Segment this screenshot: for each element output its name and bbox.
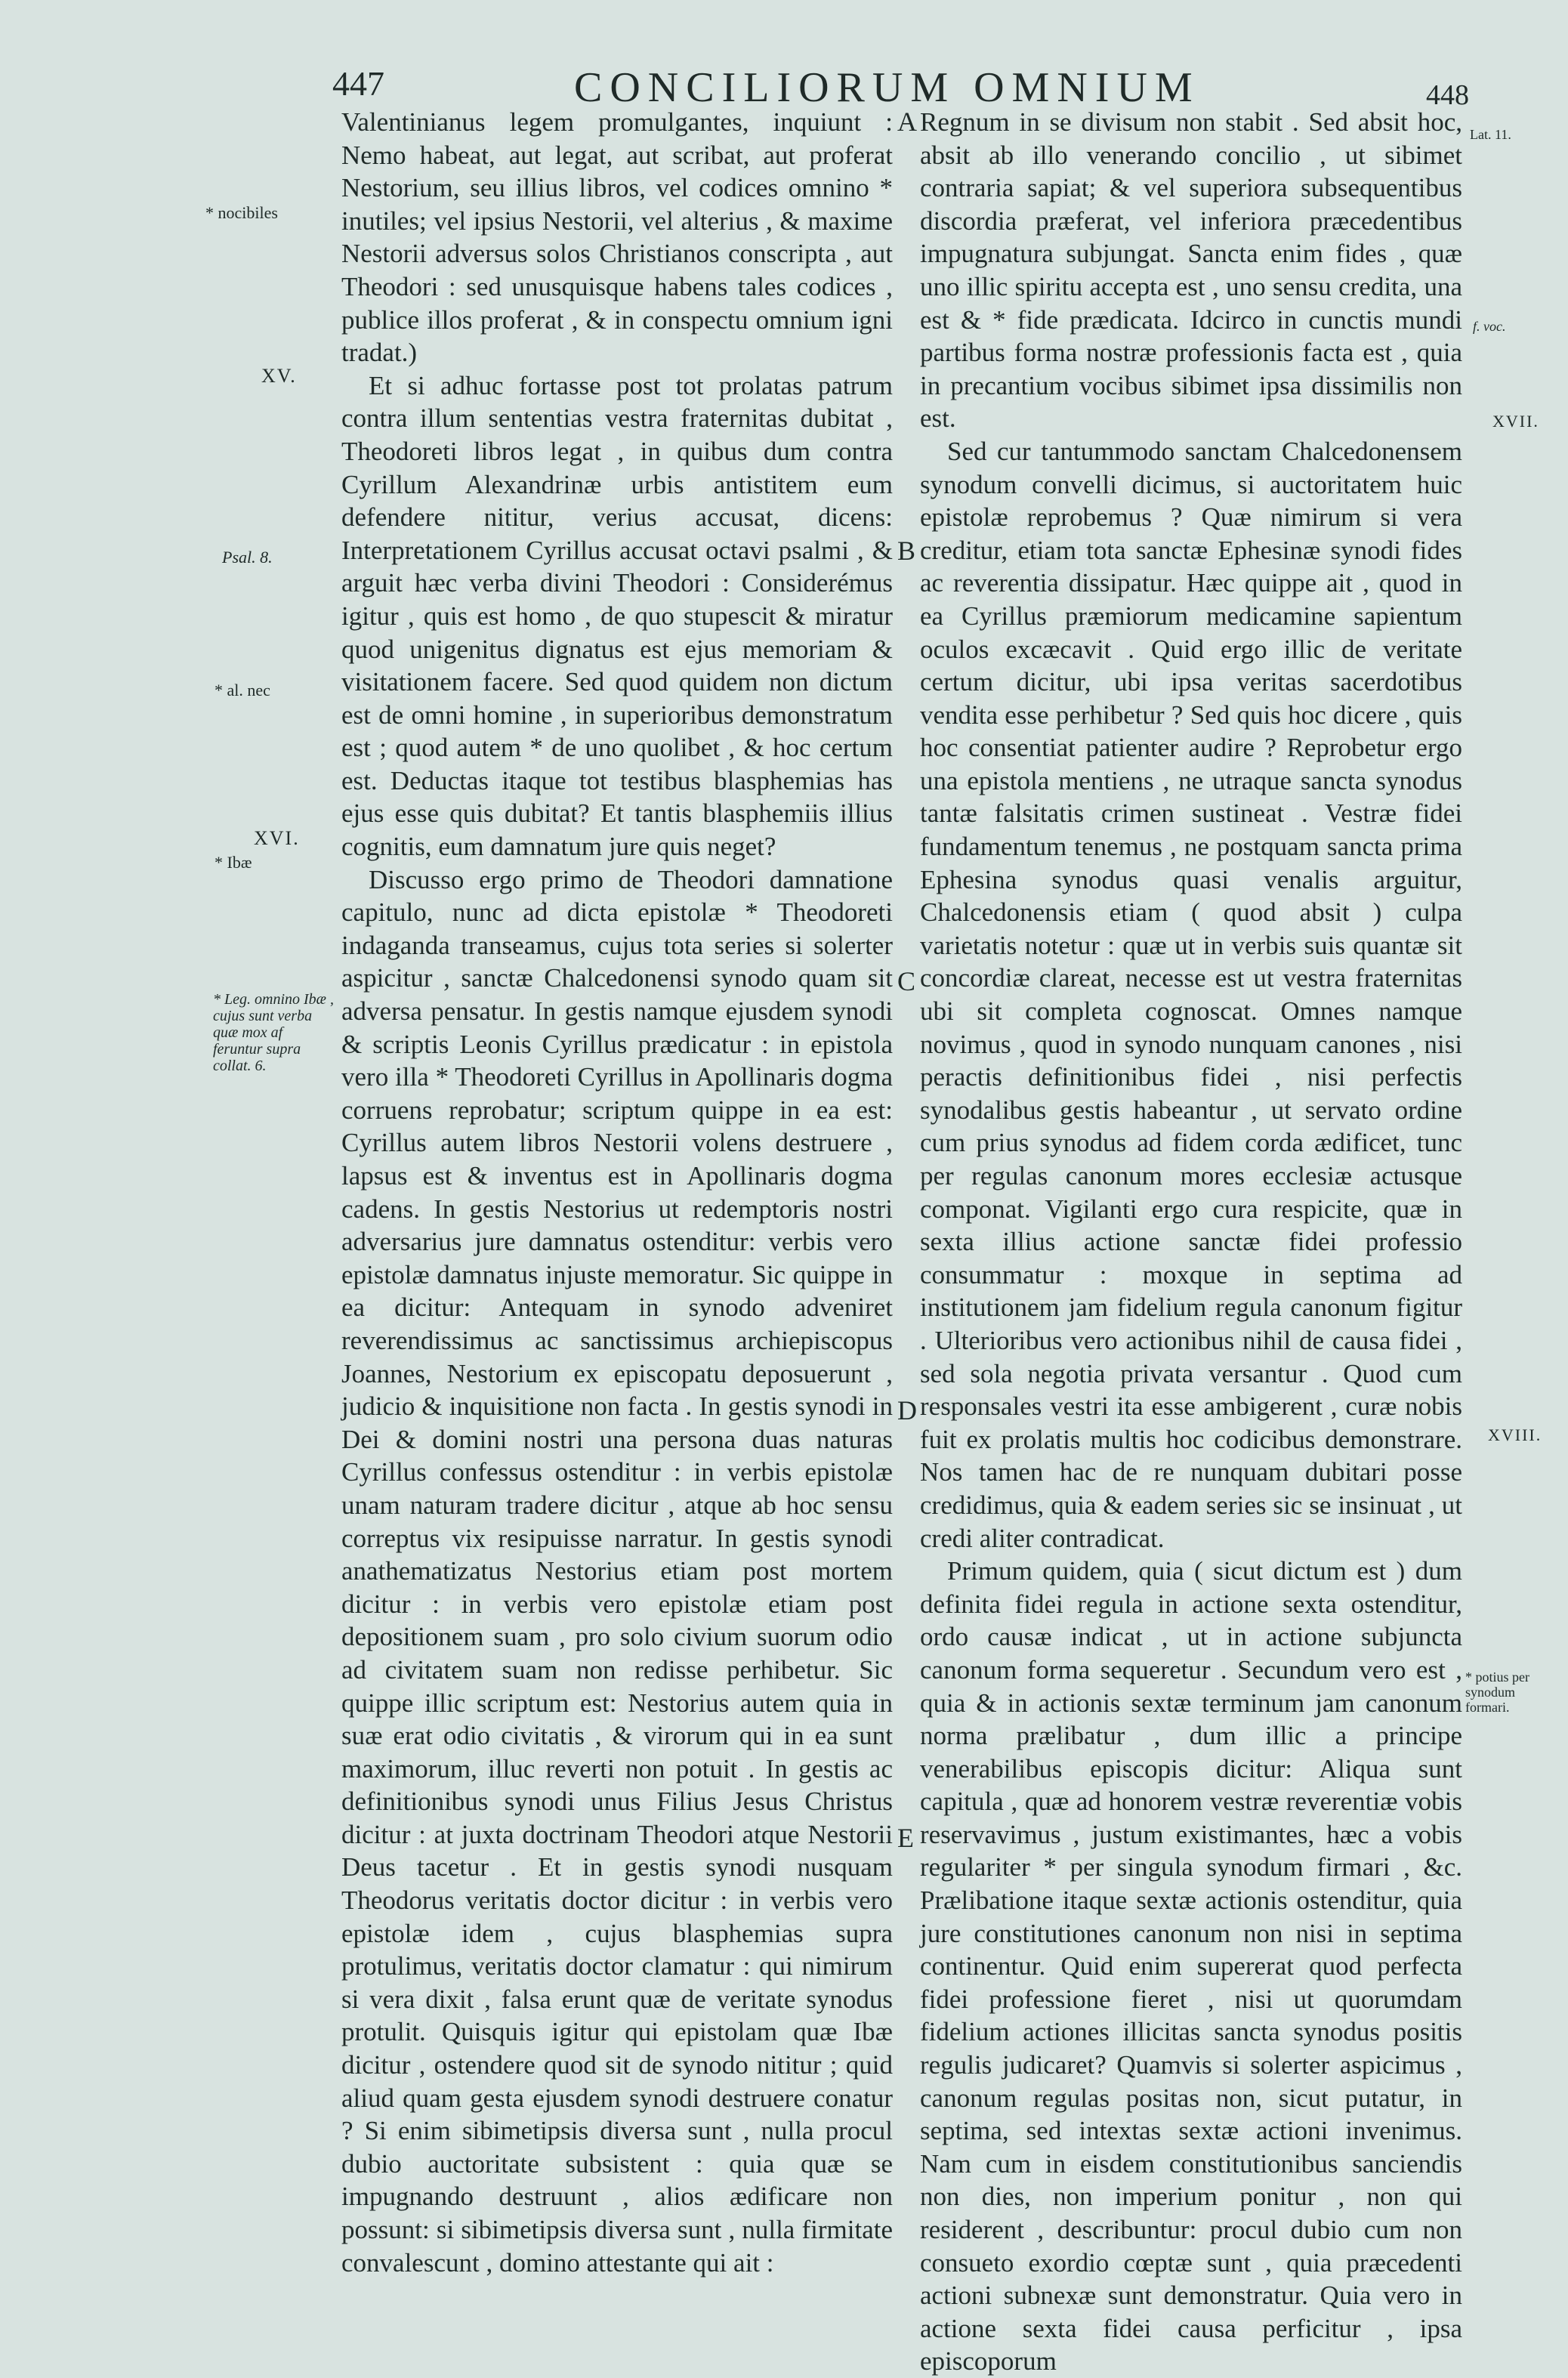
margin-note-psal: Psal. 8. (222, 548, 273, 567)
margin-section-18: XVIII. (1488, 1425, 1542, 1444)
section-letter-e: E (897, 1823, 914, 1853)
section-letter-c: C (897, 966, 916, 996)
paragraph: Sed cur tantummodo sanctam Chalcedonensem synodum convelli dicimus, si auctoritatem huic epistolæ reprobemus ? Quæ nimirum si vera creditur, etiam tota sanctæ Ephesinæ synodi fides ac reverentia dissipatur. Hæc quippe ait , quod in ea Cyrillus præmiorum medicamine sapientum oculos excæcavit . Quid ergo illic de veritate certum dicitur, ubi ipsa veritas sacerdotibus vendita esse perhibetur ? Sed quis hoc dicere , quis hoc consentiat patienter audire ? Reprobetur ergo una epistola mentiens , ne utraque sancta synodus tantæ falsitatis crimen sustineat . Vestræ fidei fundamentum tenemus , ne postquam sancta prima Ephesina synodus quasi venalis arguitur, Chalcedonensis etiam ( quod absit ) culpa varietatis notetur : quæ ut in verbis suis quantæ sit concordiæ clareat, necesse est ut vestra fraternitas ubi sit completa cognoscat. Omnes namque novimus , quod in synodo nunquam canones , nisi peractis definitionibus fidei , nisi perfectis synodalibus gestis habeantur , ut servato ordine cum prius synodus ad fidem corda ædificet, tunc per regulas canonum mores ecclesiæ actusque componat. Vigilanti ergo cura respicite, quæ in sexta illius actione sanctæ fidei professio consummatur : moxque in septima ad institutionem jam fidelium regula canonum figitur . Ulterioribus vero actionibus nihil de causa fidei , sed sola negotia privata versantur . Quod cum responsales vestri ita esse ambigerent , curæ nobis fuit ex prolatis multis hoc codicibus demonstrare. Nos tamen hac de re nunquam dubitari posse credidimus, quia & eadem series sic se insinuat , ut credi aliter contradicat. (920, 436, 1462, 1553)
margin-section-16: XVI. (254, 827, 300, 849)
section-letter-b: B (897, 536, 916, 566)
page-number-right: 448 (1426, 79, 1469, 111)
paragraph: Primum quidem, quia ( sicut dictum est ) dum definita fidei regula in actione sexta ostenditur, ordo causæ indicat , ut in actione subjuncta canonum forma sequeretur . Secundum vero est , quia & in actionis sextæ terminum jam canonum norma prælibatur , dum illic a principe venerabilibus episcopis dicitur: Aliqua sunt capitula , quæ ad honorem vestræ reverentiæ vobis reservavimus , justum existimantes, hæc a vobis regulariter * per singula synodum firmari , &c. Prælibatione itaque sextæ actionis ostenditur, quia jure constitutiones canonum non nisi in septima continentur. Quid enim supererat quod perfecta fidei professione fieret , nisi ut quorumdam fidelium actiones illicitas sancta synodus positis regulis judicaret? Quamvis si solerter aspicimus , canonum regulas positas non, sicut putatur, in septima, sed intextas sextæ actioni invenimus. Nam cum in eisdem constitutionibus sanciendis non dies, non imperium ponitur , non qui residerent , describuntur: procul dubio cum non consueto exordio cœptæ sunt , quia præcedenti actioni subnexæ sunt demonstratur. Quia vero in actione sexta fidei causa perficitur , ipsa episcoporum (920, 1556, 1462, 2376)
paragraph: Regnum in se divisum non stabit . Sed absit hoc, absit ab illo venerando concilio , ut sibimet contraria sapiat; & vel superiora subsequentibus discordia præferat, vel inferiora præcedentibus impugnatura subjungat. Sancta enim fides , quæ uno illic spiritu accepta est , uno sensu credita, una est & * fide prædicata. Idcirco in cunctis mundi partibus forma nostræ professionis facta est , quia in precantium vocibus sibimet ipsa dissimilis non est. (920, 107, 1462, 434)
margin-note-nocibiles: * nocibiles (205, 203, 278, 222)
margin-note-ibae: * Ibæ (215, 853, 252, 872)
right-column (920, 106, 1462, 2376)
section-letter-a: A (897, 107, 917, 137)
margin-note-leg: * Leg. omnino Ibæ , cujus sunt verba quæ mox af feruntur supra collat. 6. (213, 991, 334, 1074)
margin-note-potius: * potius per synodum formari. (1465, 1669, 1529, 1715)
running-title: CONCILIORUM OMNIUM (574, 64, 1200, 111)
paragraph: Et si adhuc fortasse post tot prolatas patrum contra illum sententias vestra fraternitas dubitat , Theodoreti libros legat , in quibus dum contra Cyrillum Alexandrinæ urbis antistitem eum defendere nititur, verius accusat, dicens: Interpretationem Cyrillus accusat octavi psalmi , & arguit hæc verba divini Theodori : Considerémus igitur , quis est homo , de quo stupescit & miratur quod unigenitus dignatus est ejus memoriam & visitationem facere. Sed quod quidem non dictum est de omni homine , in superioribus demonstratum est ; quod autem * de uno quolibet , & hoc certum est. Deductas itaque tot testibus blasphemias has ejus esse quis dubitat? Et tantis blasphemiis illius cognitis, eum damnatum jure quis neget? (341, 370, 893, 862)
margin-note-fvoc: f. voc. (1473, 319, 1506, 334)
left-column (341, 106, 893, 2281)
section-letter-d: D (897, 1395, 917, 1425)
page-number-left: 447 (332, 64, 384, 103)
paragraph: Valentinianus legem promulgantes, inquiunt : Nemo habeat, aut legat, aut scribat, aut proferat Nestorium, seu illius libros, vel codices omnino * inutiles; vel ipsius Nestorii, vel alterius , & maxime Nestorii adversus solos Christianos conscripta , aut Theodori : sed unusquisque habens tales codices , publice illos proferat , & in conspectu omnium igni tradat.) (341, 107, 893, 368)
paragraph: Discusso ergo primo de Theodori damnatione capitulo, nunc ad dicta epistolæ * Theodoreti indaganda transeamus, cujus tota series si solerter aspicitur , sanctæ Chalcedonensi synodo quam sit adversa pensatur. In gestis namque ejusdem synodi & scriptis Leonis Cyrillus prædicatur : in epistola vero illa * Theodoreti Cyrillus in Apollinaris dogma corruens reprobatur; scriptum quippe in ea est: Cyrillus autem libros Nestorii volens destruere , lapsus est & inventus est in Apollinaris dogma cadens. In gestis Nestorius ut redemptoris nostri adversarius jure damnatus ostenditur: verbis vero epistolæ damnatus injuste memoratur. Sic quippe in ea dicitur: Antequam in synodo adveniret reverendissimus ac sanctissimus archiepiscopus Joannes, Nestorium ex episcopatu deposuerunt , judicio & inquisitione non facta . In gestis synodi in Dei & domini nostri una persona duas naturas Cyrillus confessus ostenditur : in verbis epistolæ unam naturam tradere dicitur , atque ab hoc sensu correptus vix resipuisse narratur. In gestis synodi anathematizatus Nestorius etiam post mortem dicitur : in verbis vero epistolæ etiam post depositionem suam , pro solo civium suorum odio ad civitatem suam non redisse perhibetur. Sic quippe illic scriptum est: Nestorius autem quia in suæ erat odio civitatis , & virorum qui in ea sunt maximorum, illuc reverti non potuit . In gestis ac definitionibus synodi unus Filius Jesus Christus dicitur : at juxta doctrinam Theodori atque Nestorii Deus tacetur . Et in gestis synodi nusquam Theodorus veritatis doctor dicitur : in verbis vero epistolæ idem , cujus blasphemias supra protulimus, veritatis doctor clamatur : qui nimirum si vera dixit , falsa erunt quæ de veritate synodus protulit. Quisquis igitur qui epistolam quæ Ibæ dicitur , ostendere quod sit de synodo nititur ; quid aliud quam gesta ejusdem synodi destruere conatur ? Si enim sibimetipsis diversa sunt , nulla procul dubio auctoritate subsistent : quia quæ se impugnando destruunt , alios ædificare non possunt: si sibimetipsis diversa sunt , nulla firmitate convalescunt , domino attestante qui ait : (341, 864, 893, 2278)
margin-note-al: * al. nec (215, 681, 270, 700)
margin-note-lat: Lat. 11. (1470, 127, 1511, 142)
margin-section-15: XV. (261, 365, 297, 387)
margin-section-17: XVII. (1492, 412, 1539, 431)
